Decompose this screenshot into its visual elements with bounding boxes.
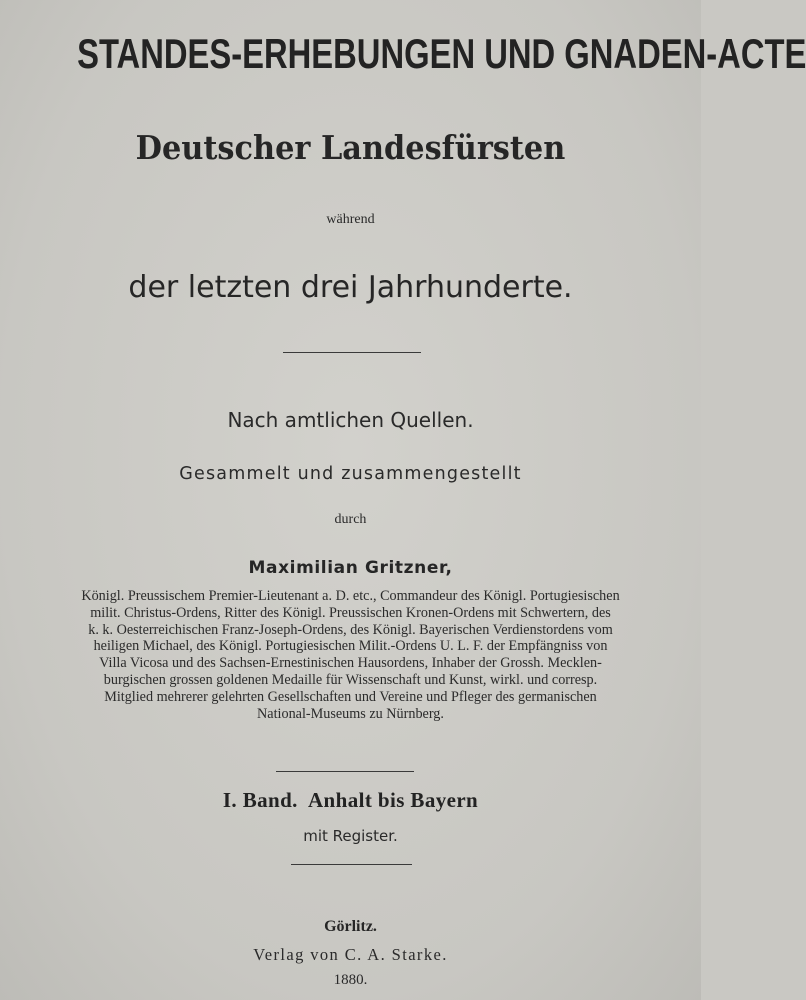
publisher: Verlag von C. A. Starke. [253, 945, 448, 964]
author-titles [30, 588, 671, 722]
author-titles-line: Mitglied mehrerer gelehrten Gesellschaften und Vereine und Pfleger des germanischen [104, 688, 597, 705]
publication-year: 1880. [333, 972, 368, 988]
connector-word: während [326, 212, 375, 227]
collected-line: Gesammelt und zusammengestellt [179, 464, 522, 484]
title-third-line: der letzten drei Jahrhunderte. [128, 270, 573, 305]
divider-rule [276, 771, 414, 772]
divider-rule [291, 864, 412, 865]
author-titles-line: milit. Christus-Ordens, Ritter des Königl. Preussischen Kronen-Ordens mit Schwertern, des [90, 604, 611, 621]
subtitle: Deutscher Landesfürsten [135, 128, 566, 167]
author-titles-line: k. k. Oesterreichischen Franz-Joseph-Ordens, des Königl. Bayerischen Verdienstordens vom [88, 621, 613, 638]
author-titles-line: Königl. Preussischem Premier-Lieutenant a. D. etc., Commandeur des Königl. Portugiesischen [81, 588, 620, 604]
publication-place: Görlitz. [324, 918, 377, 935]
divider-rule [283, 352, 421, 353]
author-titles-line: National-Museums zu Nürnberg. [257, 705, 444, 722]
register-note: mit Register. [303, 827, 398, 845]
by-word: durch [334, 512, 367, 527]
source-note: Nach amtlichen Quellen. [227, 408, 474, 432]
author-titles-line: heiligen Michael, des Königl. Portugiesischen Milit.-Ordens U. L. F. der Empfängniss von [93, 638, 608, 655]
author-titles-line: burgischen grossen goldenen Medaille für Wissenschaft und Kunst, wirkl. und corresp. [103, 671, 598, 688]
main-title: STANDES-ERHEBUNGEN UND GNADEN-ACTE [77, 30, 806, 77]
author-titles-line: Villa Vicosa und des Sachsen-Ernestinischen Hausordens, Inhaber der Grossh. Mecklen- [99, 655, 602, 672]
author-name: Maximilian Gritzner, [248, 558, 453, 578]
volume-title: I. Band. Anhalt bis Bayern [222, 788, 479, 812]
